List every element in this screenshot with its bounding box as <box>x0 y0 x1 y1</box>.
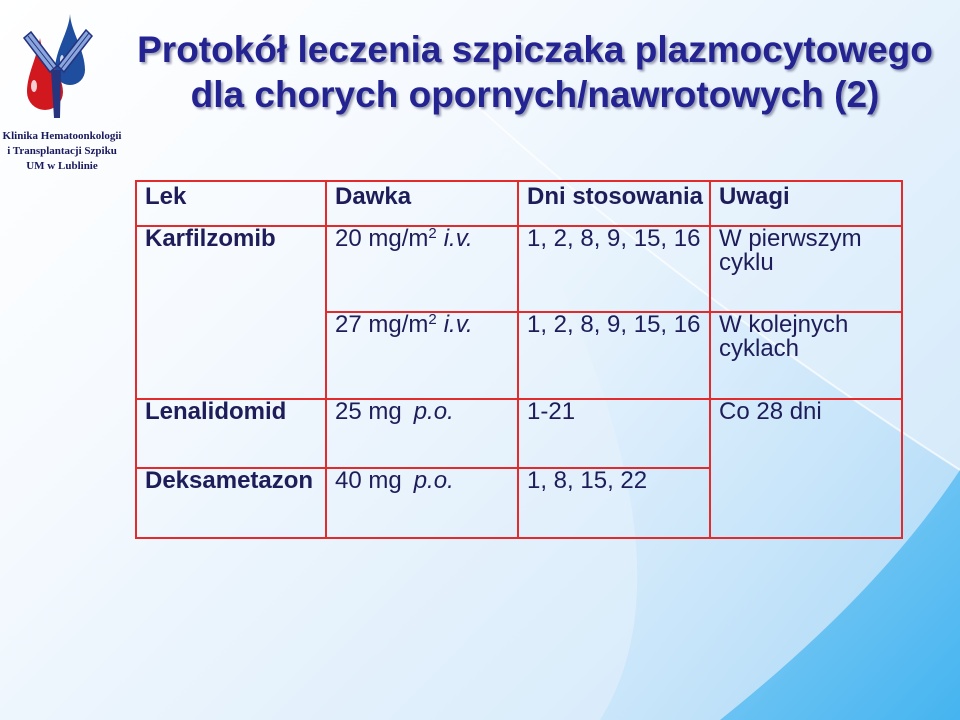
clinic-name-line: UM w Lublinie <box>26 160 98 172</box>
route-label: i.v. <box>443 311 473 338</box>
days-cell: 1, 2, 8, 9, 15, 16 <box>518 312 710 399</box>
days-cell: 1, 2, 8, 9, 15, 16 <box>518 226 710 312</box>
clinic-logo <box>0 0 124 128</box>
dose-cell <box>326 399 518 468</box>
route-label: p.o. <box>413 467 454 494</box>
dose-amount: 25 mg <box>335 398 402 425</box>
route-label: p.o. <box>413 398 454 425</box>
header-notes: Uwagi <box>710 181 902 226</box>
drug-cell: Karfilzomib <box>136 226 326 399</box>
notes-cell: W pierwszym cyklu <box>710 226 902 312</box>
drug-cell: Deksametazon <box>136 468 326 538</box>
dose-cell <box>326 226 518 312</box>
dose-exponent: 2 <box>428 225 437 242</box>
days-cell: 1-21 <box>518 399 710 468</box>
clinic-name-line: i Transplantacji Szpiku <box>7 145 117 157</box>
header-dose: Dawka <box>326 181 518 226</box>
notes-cell: W kolejnych cyklach <box>710 312 902 399</box>
shared-notes-cell: Co 28 dni <box>710 399 902 538</box>
drug-cell: Lenalidomid <box>136 399 326 468</box>
table-row <box>136 226 902 312</box>
table-header-row <box>136 181 902 226</box>
route-label: i.v. <box>443 225 473 252</box>
table-row <box>136 399 902 468</box>
protocol-table <box>135 180 903 539</box>
dose-amount: 20 mg/m <box>335 225 429 252</box>
header-days: Dni stosowania <box>518 181 710 226</box>
days-cell: 1, 8, 15, 22 <box>518 468 710 538</box>
dose-amount: 27 mg/m <box>335 311 429 338</box>
slide-title-line-1: Protokół leczenia szpiczaka plazmocytowego <box>137 29 933 70</box>
clinic-name-line: Klinika Hematoonkologii <box>2 130 122 142</box>
clinic-name <box>0 129 124 174</box>
dose-amount: 40 mg <box>335 467 402 494</box>
slide-title <box>120 27 950 117</box>
dose-exponent: 2 <box>428 311 437 328</box>
dose-cell <box>326 312 518 399</box>
dose-cell <box>326 468 518 538</box>
slide-title-line-2: dla chorych opornych/nawrotowych (2) <box>190 74 880 115</box>
header-drug: Lek <box>136 181 326 226</box>
